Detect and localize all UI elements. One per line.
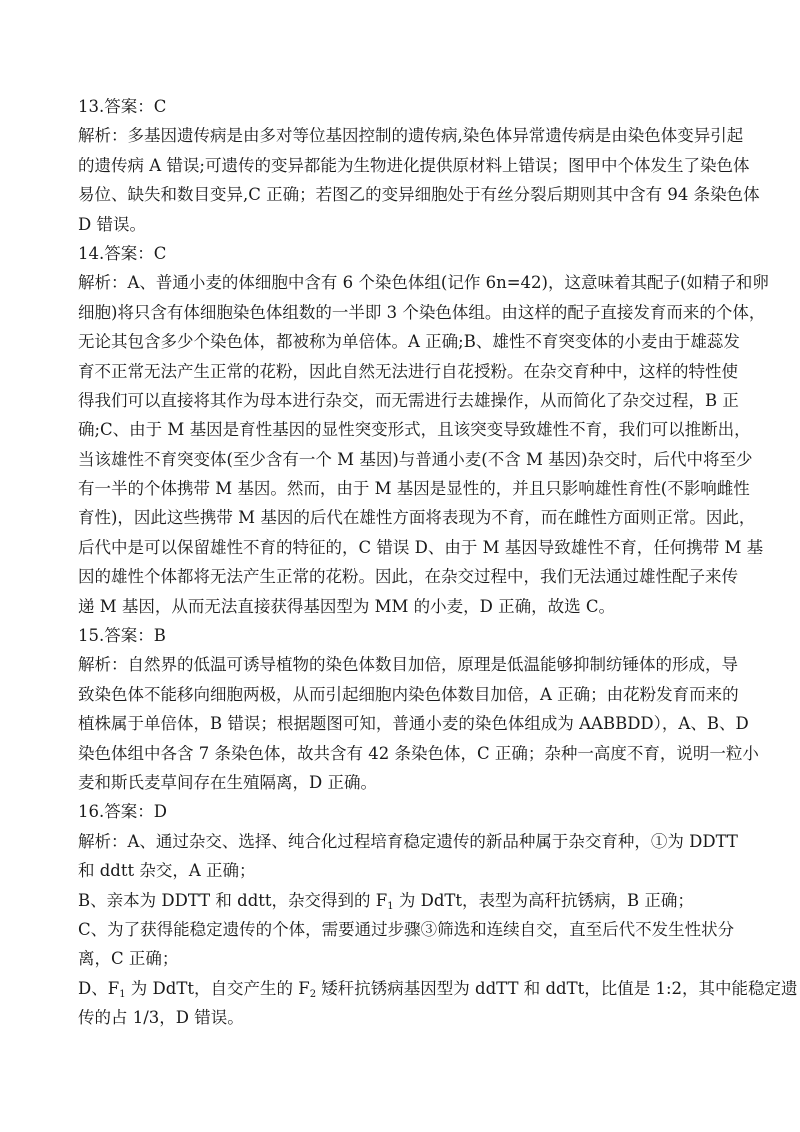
q16-b-subscript: 1 (387, 900, 394, 912)
q16-d-text: 为 DdTt，自交产生的 F (125, 978, 310, 998)
answer-document (78, 92, 798, 1033)
q16-option-b-line (78, 886, 726, 915)
q16-option-c-line: 离，C 正确； (78, 949, 179, 969)
q15-explanation-line: 致染色体不能移向细胞两极，从而引起细胞内染色体数目加倍，A 正确；由花粉发育而来的 (78, 684, 739, 704)
q14-explanation-line: 后代中是可以保留雄性不育的特征的，C 错误 D、由于 M 基因导致雄性不育，任何携带 M 基 (78, 537, 764, 557)
q14-explanation-line: 细胞)将只含有体细胞染色体组数的一半即 3 个染色体组。由这样的配子直接发育而来的个体， (78, 302, 766, 322)
q14-explanation-line: 递 M 基因，从而无法直接获得基因型为 MM 的小麦，D 正确，故选 C。 (78, 596, 616, 616)
q16-option-c-line: C、为了获得能稳定遗传的个体，需要通过步骤③筛选和连续自交，直至后代不发生性状分 (78, 919, 735, 939)
q13-explanation-line: 的遗传病 A 错误;可遗传的变异都能为生物进化提供原材料上错误；图甲中个体发生了染色体 (78, 155, 750, 175)
question-15-answer: 15.答案：B (78, 626, 166, 646)
q16-b-text: 为 DdTt，表型为高秆抗锈病，B 正确； (393, 890, 694, 910)
q14-explanation-line: 因的雄性个体都将无法产生正常的花粉。因此，在杂交过程中，我们无法通过雄性配子来传 (78, 567, 738, 587)
q14-explanation-line: 无论其包含多少个染色体，都被称为单倍体。A 正确;B、雄性不育突变体的小麦由于雄蕊发 (78, 332, 740, 352)
q13-explanation-line: 易位、缺失和数目变异,C 正确；若图乙的变异细胞处于有丝分裂后期则其中含有 94 条染色体 (78, 185, 760, 205)
q16-option-d-line: 传的占 1/3，D 错误。 (78, 1008, 244, 1028)
q13-explanation-line: 解析：多基因遗传病是由多对等位基因控制的遗传病,染色体异常遗传病是由染色体变异引起 (78, 126, 744, 146)
q14-explanation-line: 育性)，因此这些携带 M 基因的后代在雄性方面将表现为不育，而在雌性方面则正常。因此， (78, 508, 756, 528)
q15-explanation-line: 染色体组中各含 7 条染色体，故共含有 42 条染色体，C 正确；杂种一高度不育，说明一粒小 (78, 743, 759, 763)
q14-explanation-line: 当该雄性不育突变体(至少含有一个 M 基因)与普通小麦(不含 M 基因)杂交时，后代中将至少 (78, 449, 753, 469)
q16-explanation-line: 解析：A、通过杂交、选择、纯合化过程培育稳定遗传的新品种属于杂交育种，①为 DDTT (78, 831, 738, 851)
q16-d-subscript: 1 (119, 988, 126, 1000)
q16-d-text: D、F (78, 978, 120, 998)
q14-explanation-line: 有一半的个体携带 M 基因。然而，由于 M 基因是显性的，并且只影响雄性育性(不影响雌性 (78, 479, 750, 499)
q16-d-subscript: 2 (309, 988, 317, 1000)
q14-explanation-line: 确;C、由于 M 基因是育性基因的显性突变形式，且该突变导致雄性不育，我们可以推断出， (78, 420, 751, 440)
question-16-answer: 16.答案：D (78, 802, 167, 822)
q14-explanation-line: 育不正常无法产生正常的花粉，因此自然无法进行自花授粉。在杂交育种中，这样的特性使 (78, 361, 738, 381)
q13-explanation-line: D 错误。 (78, 214, 146, 234)
q15-explanation-line: 植株属于单倍体，B 错误；根据题图可知，普通小麦的染色体组成为 AABBDD），A、B、D (78, 714, 749, 734)
q16-explanation-line: 和 ddtt 杂交，A 正确； (78, 861, 256, 881)
q16-d-text: 矮秆抗锈病基因型为 ddTT 和 ddTt，比值是 1:2，其中能稳定遗 (316, 978, 798, 998)
q16-b-text: B、亲本为 DDTT 和 ddtt，杂交得到的 F (78, 890, 388, 910)
q16-option-d-line (78, 974, 798, 1003)
question-14-answer: 14.答案：C (78, 243, 167, 263)
q14-explanation-line: 解析：A、普通小麦的体细胞中含有 6 个染色体组(记作 6n=42)，这意味着其配子(如精子和卵 (78, 273, 769, 293)
q15-explanation-line: 麦和斯氏麦草间存在生殖隔离，D 正确。 (78, 772, 377, 792)
q14-explanation-line: 得我们可以直接将其作为母本进行杂交，而无需进行去雄操作，从而简化了杂交过程，B 正 (78, 390, 739, 410)
question-13-answer: 13.答案：C (78, 97, 167, 116)
q15-explanation-line: 解析：自然界的低温可诱导植物的染色体数目加倍，原理是低温能够抑制纺锤体的形成，导 (78, 655, 738, 675)
